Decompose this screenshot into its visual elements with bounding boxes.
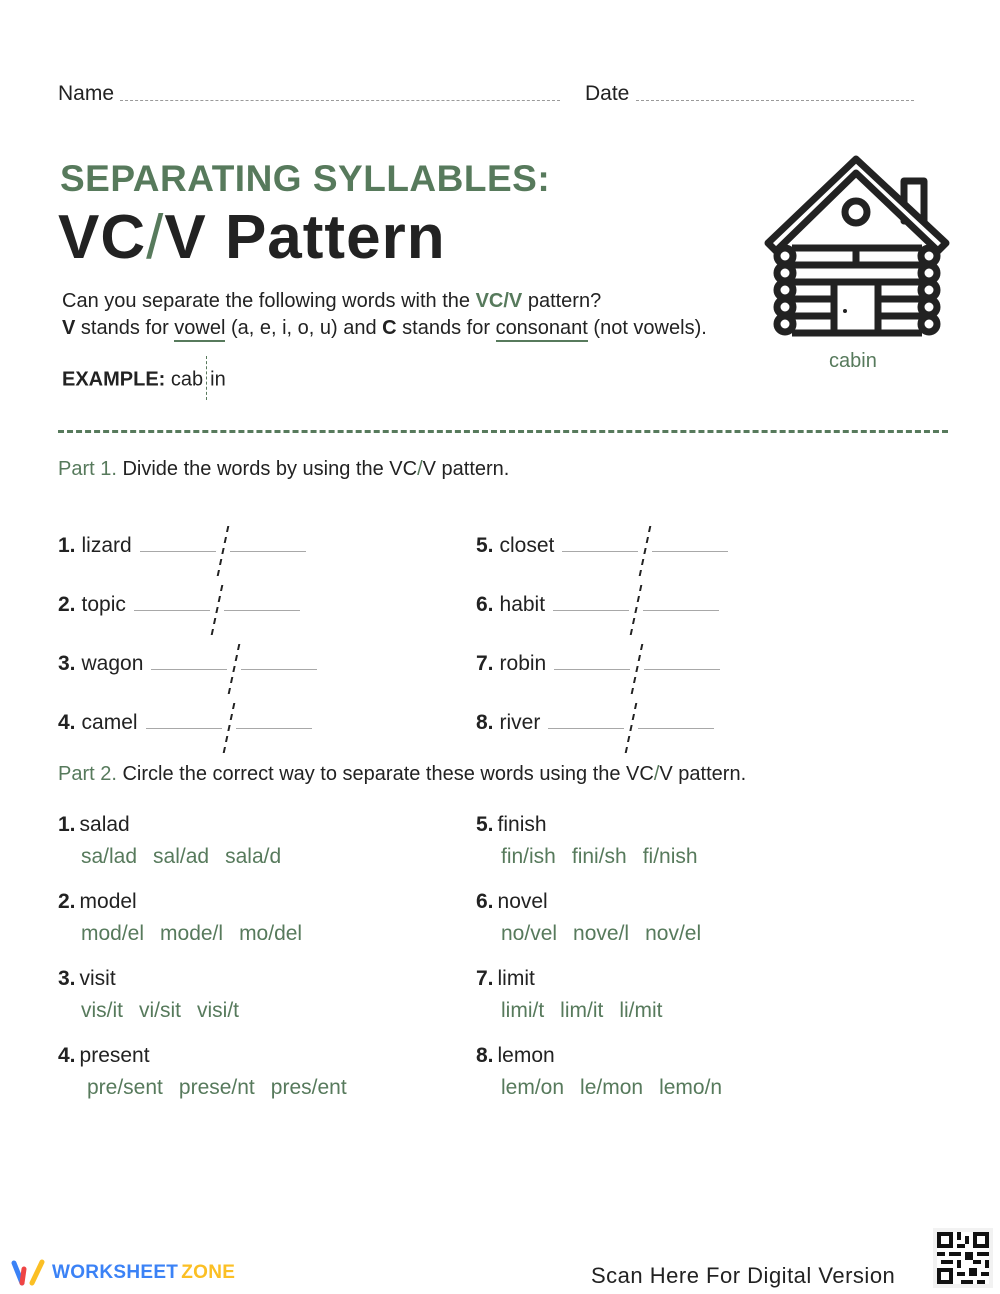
option[interactable]: sala/d: [225, 845, 282, 868]
part1-item-7: 7. robin: [476, 626, 720, 676]
intro-line-1: Can you separate the following words with the VC/V pattern?: [62, 290, 602, 312]
worksheet-title: [58, 202, 446, 273]
part2-item-4: 4. present pre/sent prese/nt pres/ent: [58, 1044, 347, 1099]
option[interactable]: li/mit: [619, 999, 663, 1022]
option[interactable]: vi/sit: [139, 999, 181, 1022]
part1-item-5: 5. closet: [476, 508, 728, 558]
answer-blank-left[interactable]: [151, 669, 227, 670]
answer-blank-left[interactable]: [146, 728, 222, 729]
part2-item-1: 1. salad sa/lad sal/ad sala/d: [58, 813, 282, 868]
name-field[interactable]: [120, 100, 560, 101]
option[interactable]: fi/nish: [642, 845, 698, 868]
example-split-mark: [206, 356, 207, 400]
vcv-highlight: VC/V: [475, 290, 523, 312]
part2-item-6: 6. novel no/vel nove/l nov/el: [476, 890, 702, 945]
part2-label: Part 2.: [58, 763, 117, 785]
part2-item-8: 8. lemon lem/on le/mon lemo/n: [476, 1044, 723, 1099]
part2-heading: Part 2. Circle the correct way to separate these words using the VC/V pattern.: [58, 763, 747, 785]
part2-item-7: 7. limit limi/t lim/it li/mit: [476, 967, 663, 1022]
answer-blank-right[interactable]: [643, 610, 719, 611]
answer-blank-left[interactable]: [140, 551, 216, 552]
part1-item-8: 8. river: [476, 685, 714, 735]
option[interactable]: lim/it: [560, 999, 604, 1022]
option[interactable]: visi/t: [197, 999, 239, 1022]
answer-blank-left[interactable]: [134, 610, 210, 611]
name-label: Name: [58, 82, 115, 105]
answer-blank-right[interactable]: [241, 669, 317, 670]
scan-text: Scan Here For Digital Version: [591, 1263, 896, 1288]
option[interactable]: no/vel: [501, 922, 558, 945]
logo-text-worksheet: WORKSHEET: [52, 1262, 179, 1283]
option[interactable]: limi/t: [501, 999, 545, 1022]
split-mark: [625, 703, 638, 753]
part1-item-2: 2. topic: [58, 567, 300, 617]
option[interactable]: vis/it: [81, 999, 123, 1022]
option[interactable]: mod/el: [81, 922, 145, 945]
date-field[interactable]: [636, 100, 914, 101]
worksheet-subtitle: SEPARATING SYLLABLES:: [60, 158, 551, 199]
qr-code-icon[interactable]: [933, 1228, 993, 1288]
answer-blank-left[interactable]: [554, 669, 630, 670]
part2-item-3: 3. visit vis/it vi/sit visi/t: [58, 967, 239, 1022]
part1-item-1: 1. lizard: [58, 508, 306, 558]
title-part-vc: VC: [58, 203, 147, 272]
part1-item-4: 4. camel: [58, 685, 312, 735]
example-word-right: in: [210, 368, 226, 391]
option[interactable]: fin/ish: [501, 845, 556, 868]
option[interactable]: fini/sh: [571, 845, 627, 868]
option[interactable]: mode/l: [160, 922, 224, 945]
option[interactable]: sal/ad: [153, 845, 210, 868]
date-label: Date: [585, 82, 630, 105]
part2-item-5: 5. finish fin/ish fini/sh fi/nish: [476, 813, 698, 868]
intro-text: [62, 288, 762, 342]
part1-item-6: 6. habit: [476, 567, 719, 617]
option[interactable]: nove/l: [573, 922, 630, 945]
part1-item-3: 3. wagon: [58, 626, 317, 676]
part1-label: Part 1.: [58, 458, 117, 480]
section-divider: [58, 430, 948, 433]
part2-item-2: 2. model mod/el mode/l mo/del: [58, 890, 303, 945]
part1-heading: Part 1. Divide the words by using the VC/V pattern.: [58, 458, 510, 480]
example: [62, 358, 226, 402]
worksheet-zone-logo[interactable]: [10, 1259, 235, 1287]
answer-blank-left[interactable]: [562, 551, 638, 552]
title-slash: /: [146, 203, 165, 272]
answer-blank-right[interactable]: [224, 610, 300, 611]
title-part-v-pattern: V Pattern: [164, 203, 446, 272]
answer-blank-right[interactable]: [638, 728, 714, 729]
answer-blank-left[interactable]: [548, 728, 624, 729]
intro-line-2: V stands for vowel (a, e, i, o, u) and C stands for consonant (not vowels).: [62, 315, 762, 342]
example-label: EXAMPLE:: [62, 368, 166, 391]
split-mark: [222, 703, 235, 753]
answer-blank-right[interactable]: [644, 669, 720, 670]
logo-text-zone: ZONE: [181, 1262, 236, 1283]
option[interactable]: mo/del: [239, 922, 303, 945]
option[interactable]: pres/ent: [270, 1076, 347, 1099]
cabin-label: cabin: [829, 350, 877, 372]
cabin-icon: [762, 155, 952, 345]
answer-blank-right[interactable]: [236, 728, 312, 729]
vowel-term: vowel: [174, 317, 225, 342]
logo-mark-icon: [10, 1259, 46, 1287]
answer-blank-right[interactable]: [230, 551, 306, 552]
example-word-left: cab: [170, 368, 204, 391]
option[interactable]: sa/lad: [81, 845, 138, 868]
option[interactable]: nov/el: [645, 922, 702, 945]
option[interactable]: lemo/n: [659, 1076, 723, 1099]
option[interactable]: prese/nt: [178, 1076, 255, 1099]
option[interactable]: le/mon: [580, 1076, 644, 1099]
answer-blank-left[interactable]: [553, 610, 629, 611]
option[interactable]: lem/on: [501, 1076, 565, 1099]
answer-blank-right[interactable]: [652, 551, 728, 552]
consonant-term: consonant: [496, 317, 588, 342]
option[interactable]: pre/sent: [87, 1076, 163, 1099]
